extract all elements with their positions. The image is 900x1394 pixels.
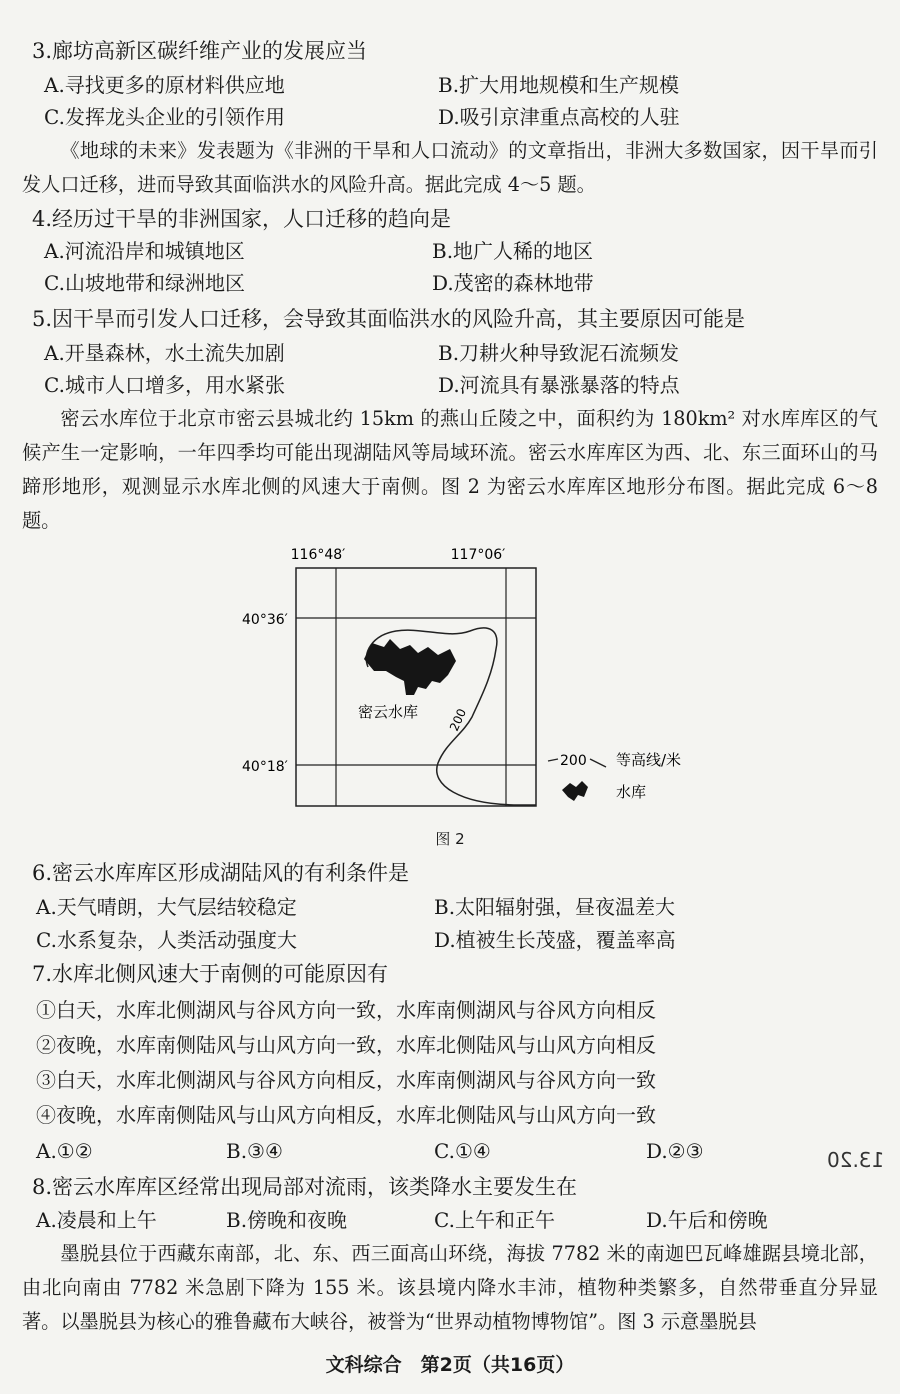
legend-contour-line-right — [590, 759, 606, 767]
q4-option-a: A.河流沿岸和城镇地区 — [44, 239, 245, 263]
q6-option-a: A.天气晴朗，大气层结较稳定 — [36, 895, 297, 919]
contour-value-label: 200 — [446, 706, 470, 734]
question-7-stem: 7.水库北侧风速大于南侧的可能原因有 — [32, 962, 389, 986]
q4-option-d: D.茂密的森林地带 — [432, 271, 594, 295]
q5-option-c: C.城市人口增多，用水紧张 — [44, 373, 285, 397]
q3-option-c: C.发挥龙头企业的引领作用 — [44, 105, 285, 129]
legend-contour-value: 200 — [560, 753, 587, 769]
q4-option-c: C.山坡地带和绿洲地区 — [44, 271, 245, 295]
legend-reservoir-text: 水库 — [616, 783, 647, 801]
q7-option-b: B.③④ — [226, 1139, 283, 1163]
q4-option-b: B.地广人稀的地区 — [432, 239, 594, 263]
q8-option-c: C.上午和正午 — [434, 1208, 555, 1232]
q8-option-a: A.凌晨和上午 — [36, 1208, 157, 1232]
reservoir-shape — [364, 639, 456, 695]
q3-option-d: D.吸引京津重点高校的人驻 — [438, 105, 680, 129]
q5-option-b: B.刀耕火种导致泥石流频发 — [438, 341, 680, 365]
q7-option-c: C.①④ — [434, 1139, 491, 1163]
legend-contour-text: 等高线/米 — [616, 751, 682, 769]
q6-option-b: B.太阳辐射强，昼夜温差大 — [434, 895, 676, 919]
question-8-stem: 8.密云水库库区经常出现局部对流雨，该类降水主要发生在 — [32, 1175, 578, 1199]
q6-option-c: C.水系复杂，人类活动强度大 — [36, 928, 297, 952]
q5-option-d: D.河流具有暴涨暴落的特点 — [438, 373, 680, 397]
intro-questions-6-8: 密云水库位于北京市密云县城北约 15km 的燕山丘陵之中，面积约为 180km² 对水库库区的气候产生一定影响，一年四季均可能出现湖陆风等局域环流。密云水库库区为西、北、东三面环山的马蹄形地形，观测显示水库北侧的风速大于南侧。图 2 为密云水库库区地形分布图。据此完成 6～8 题。 — [22, 407, 878, 532]
q8-option-d: D.午后和傍晚 — [646, 1208, 768, 1232]
q5-option-a: A.开垦森林，水土流失加剧 — [44, 341, 285, 365]
q3-option-b: B.扩大用地规模和生产规模 — [438, 73, 680, 97]
lon-label-1: 116°48′ — [290, 547, 346, 563]
lat-label-1: 40°36′ — [242, 612, 288, 628]
legend-reservoir-swatch — [562, 781, 588, 801]
q7-option-a: A.①② — [36, 1139, 93, 1163]
q7-option-d: D.②③ — [646, 1139, 704, 1163]
q6-option-d: D.植被生长茂盛，覆盖率高 — [434, 928, 676, 952]
lat-label-2: 40°18′ — [242, 759, 288, 775]
intro-questions-4-5: 《地球的未来》发表题为《非洲的干旱和人口流动》的文章指出，非洲大多数国家，因干旱而引发人口迁移，进而导致其面临洪水的风险升高。据此完成 4～5 题。 — [22, 139, 878, 196]
question-6-stem: 6.密云水库库区形成湖陆风的有利条件是 — [32, 861, 410, 885]
legend-contour-line-left — [548, 759, 558, 761]
figure-2-reservoir-map — [0, 535, 900, 835]
intro-next-questions: 墨脱县位于西藏东南部，北、东、西三面高山环绕，海拔 7782 米的南迦巴瓦峰雄踞县境北部，由北向南由 7782 米急剧下降为 155 米。该县境内降水丰沛，植物种类繁多，自然带垂直分异显著。以墨脱县为核心的雅鲁藏布大峡谷，被誉为“世界动植物博物馆”。图 3 示意墨脱县 — [22, 1242, 878, 1333]
question-3-stem: 3.廊坊高新区碳纤维产业的发展应当 — [32, 39, 368, 63]
q3-option-a: A.寻找更多的原材料供应地 — [44, 73, 285, 97]
q7-statement-1: ①白天，水库北侧湖风与谷风方向一致，水库南侧湖风与谷风方向相反 — [36, 998, 656, 1022]
figure-2-caption: 图 2 — [435, 830, 465, 848]
lon-label-2: 117°06′ — [450, 547, 506, 563]
q7-statement-4: ④夜晚，水库南侧陆风与山风方向相反，水库北侧陆风与山风方向一致 — [36, 1103, 656, 1127]
question-4-stem: 4.经历过干旱的非洲国家，人口迁移的趋向是 — [32, 207, 452, 231]
question-5-stem: 5.因干旱而引发人口迁移，会导致其面临洪水的风险升高，其主要原因可能是 — [32, 307, 746, 331]
q7-statement-3: ③白天，水库北侧湖风与谷风方向相反，水库南侧湖风与谷风方向一致 — [36, 1068, 656, 1092]
q8-option-b: B.傍晚和夜晚 — [226, 1208, 348, 1232]
page-footer: 文科综合 第2页（共16页） — [325, 1354, 575, 1376]
reservoir-name-label: 密云水库 — [357, 703, 419, 721]
margin-stamp: 13.20 — [826, 1148, 884, 1172]
q7-statement-2: ②夜晚，水库南侧陆风与山风方向一致，水库北侧陆风与山风方向相反 — [36, 1033, 656, 1057]
